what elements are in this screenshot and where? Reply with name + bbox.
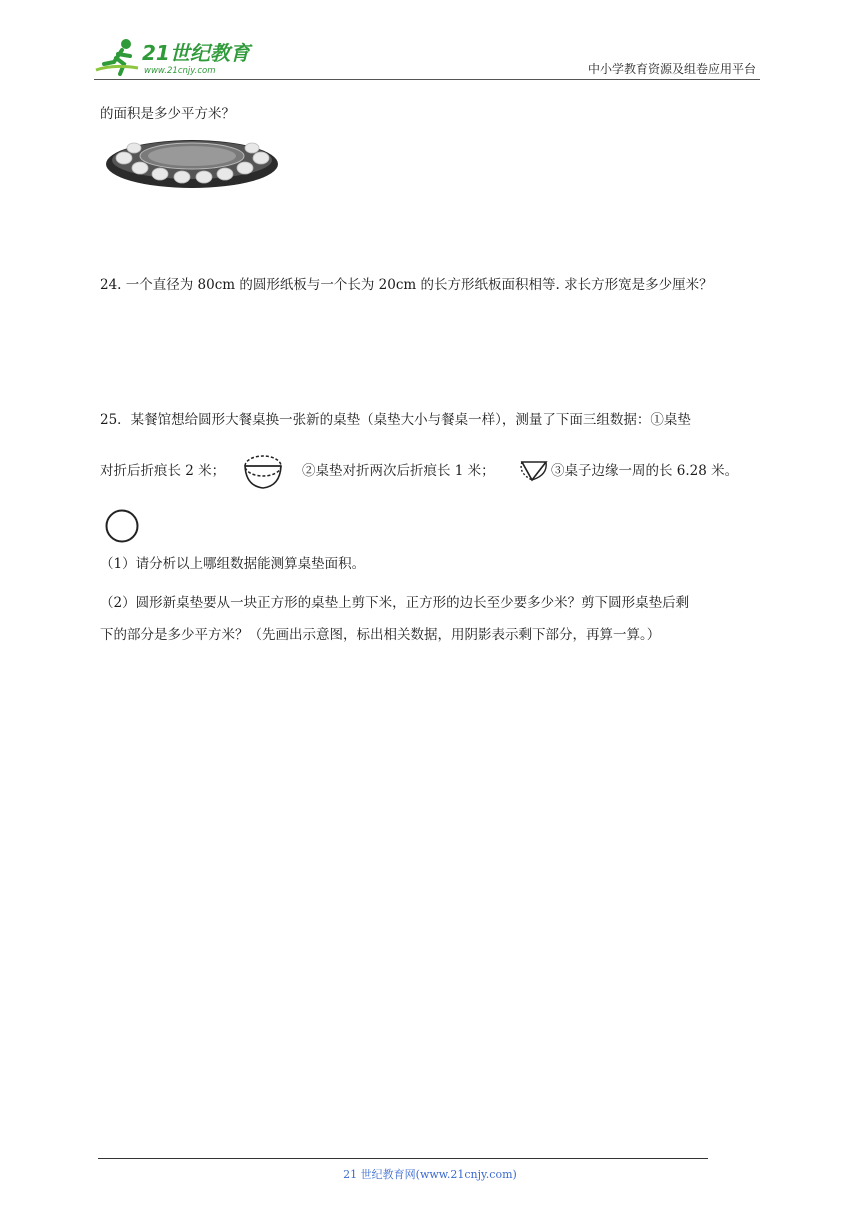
- footer-divider: [98, 1158, 708, 1159]
- question-24: 24. 一个直径为 80cm 的圆形纸板与一个长为 20cm 的长方形纸板面积相等. 求长方形宽是多少厘米？: [100, 277, 713, 293]
- runner-icon: [96, 39, 138, 74]
- question-25-data3: ③桌子边缘一周的长 6.28 米。: [551, 463, 739, 479]
- header-divider: [94, 79, 760, 80]
- round-table-image: [104, 134, 280, 190]
- question-25-sub1: （1）请分析以上哪组数据能测算桌垫面积。: [100, 556, 366, 572]
- folded-half-icon: [242, 452, 284, 492]
- circle-icon: [104, 508, 140, 544]
- question-25-sub2-line1: （2）圆形新桌垫要从一块正方形的桌垫上剪下米，正方形的边长至少要多少米？剪下圆形桌垫后剩: [100, 595, 690, 611]
- question-25-data2: ②桌垫对折两次后折痕长 1 米；: [302, 463, 495, 479]
- site-logo: [94, 34, 264, 78]
- footer-link[interactable]: 21 世纪教育网(www.21cnjy.com): [343, 1168, 517, 1181]
- logo-url: www.21cnjy.com: [144, 66, 216, 76]
- folded-quarter-icon: [518, 459, 550, 483]
- question-25-line1: 25．某餐馆想给圆形大餐桌换一张新的桌垫（桌垫大小与餐桌一样），测量了下面三组数据：①桌垫: [100, 412, 691, 428]
- platform-title: 中小学教育资源及组卷应用平台: [587, 62, 756, 76]
- question-25-data1: 对折后折痕长 2 米；: [100, 463, 226, 479]
- q23-tail: 的面积是多少平方米？: [100, 106, 235, 122]
- question-25-sub2-line2: 下的部分是多少平方米？（先画出示意图，标出相关数据，用阴影表示剩下部分，再算一算。）: [100, 627, 661, 643]
- logo-text: 21世纪教育: [142, 41, 250, 65]
